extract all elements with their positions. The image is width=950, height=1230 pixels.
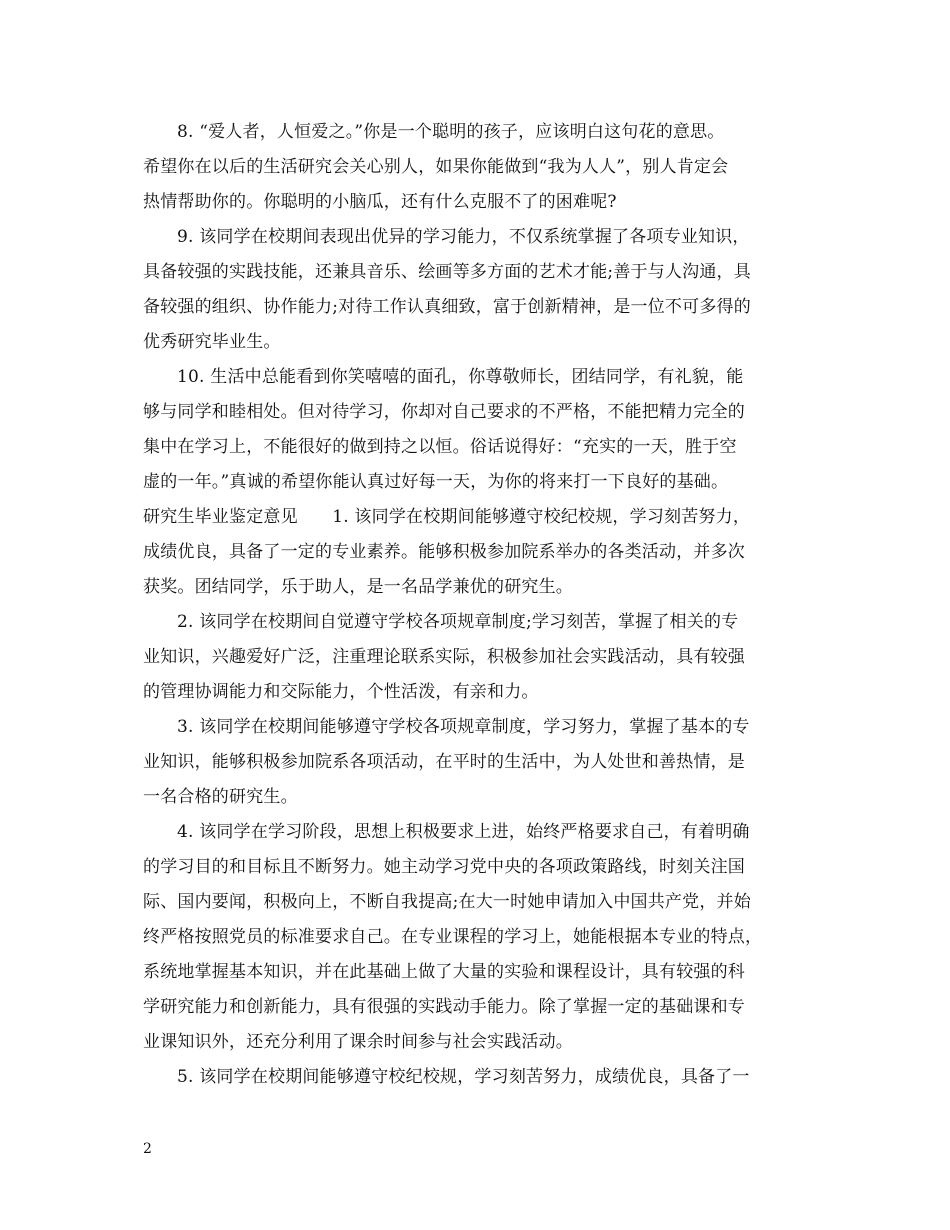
text-line: 业知识，兴趣爱好广泛，注重理论联系实际，积极参加社会实践活动，具有较强: [143, 647, 745, 667]
text-line: 8. “爱人者，人恒爱之。”你是一个聪明的孩子，应该明白这句花的意思。: [177, 122, 725, 142]
text-line: 的学习目的和目标且不断努力。她主动学习党中央的各项政策路线，时刻关注国: [143, 857, 745, 877]
text-line: 研究生毕业鉴定意见 1. 该同学在校期间能够遵守校纪校规，学习刻苦努力，: [143, 507, 751, 527]
text-line: 10. 生活中总能看到你笑嘻嘻的面孔，你尊敬师长，团结同学，有礼貌，能: [177, 367, 744, 387]
text-line: 9. 该同学在校期间表现出优异的学习能力，不仅系统掌握了各项专业知识，: [177, 227, 750, 247]
text-line: 成绩优良，具备了一定的专业素养。能够积极参加院系举办的各类活动，并多次: [143, 542, 745, 562]
text-line: 集中在学习上，不能很好的做到持之以恒。俗话说得好：“充实的一天，胜于空: [143, 437, 737, 457]
text-line: 学研究能力和创新能力，具有很强的实践动手能力。除了掌握一定的基础课和专: [143, 997, 745, 1017]
text-line: 4. 该同学在学习阶段，思想上积极要求上进，始终严格要求自己，有着明确: [177, 822, 750, 842]
text-line: 一名合格的研究生。: [143, 787, 298, 807]
text-line: 备较强的组织、协作能力;对待工作认真细致，富于创新精神，是一位不可多得的: [143, 297, 751, 317]
text-line: 的管理协调能力和交际能力，个性活泼，有亲和力。: [143, 682, 539, 702]
text-line: 2. 该同学在校期间自觉遵守学校各项规章制度;学习刻苦，掌握了相关的专: [177, 612, 739, 632]
text-line: 3. 该同学在校期间能够遵守学校各项规章制度，学习努力，掌握了基本的专: [177, 717, 750, 737]
text-line: 终严格按照党员的标准要求自己。在专业课程的学习上，她能根据本专业的特点，: [143, 927, 763, 947]
text-line: 系统地掌握基本知识，并在此基础上做了大量的实验和课程设计，具有较强的科: [143, 962, 745, 982]
text-line: 希望你在以后的生活研究会关心别人，如果你能做到“我为人人”，别人肯定会: [143, 157, 729, 177]
text-line: 虚的一年。”真诚的希望你能认真过好每一天，为你的将来打一下良好的基础。: [143, 472, 729, 492]
page-number: 2: [143, 1141, 152, 1157]
text-line: 业知识，能够积极参加院系各项活动，在平时的生活中，为人处世和善热情，是: [143, 752, 745, 772]
text-line: 业课知识外，还充分利用了课余时间参与社会实践活动。: [143, 1032, 573, 1052]
text-line: 5. 该同学在校期间能够遵守校纪校规，学习刻苦努力，成绩优良，具备了一: [177, 1067, 750, 1087]
text-line: 际、国内要闻，积极向上，不断自我提高;在大一时她申请加入中国共产党，并始: [143, 892, 751, 912]
text-line: 够与同学和睦相处。但对待学习，你却对自己要求的不严格，不能把精力完全的: [143, 402, 745, 422]
text-line: 优秀研究毕业生。: [143, 332, 281, 352]
text-line: 热情帮助你的。你聪明的小脑瓜，还有什么克服不了的困难呢?: [143, 192, 617, 212]
text-line: 具备较强的实践技能，还兼具音乐、绘画等多方面的艺术才能;善于与人沟通，具: [143, 262, 751, 282]
text-line: 获奖。团结同学，乐于助人，是一名品学兼优的研究生。: [143, 577, 573, 597]
